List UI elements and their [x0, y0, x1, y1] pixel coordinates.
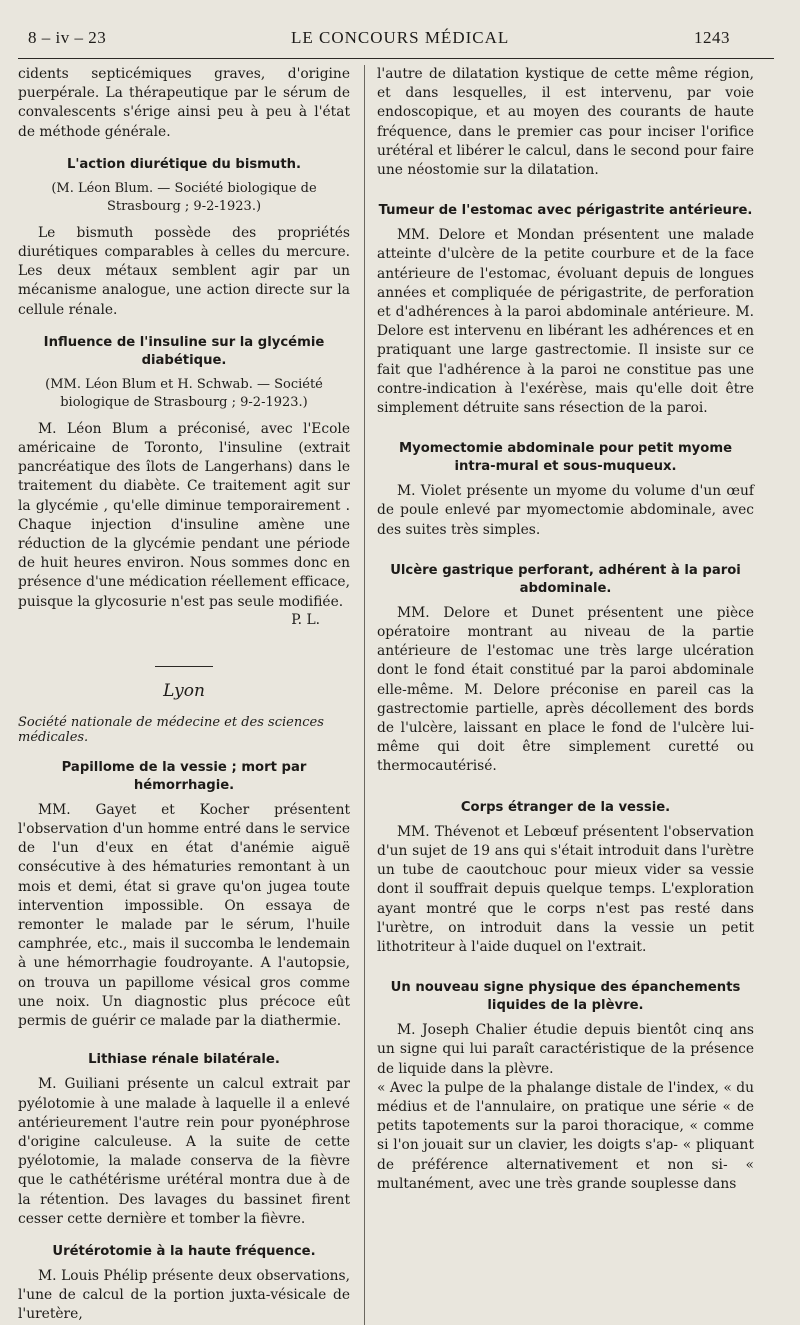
article-title: Corps étranger de la vessie. — [460, 799, 671, 815]
article-body: M. Joseph Chalier étudie depuis bientôt cinq ans un signe qui lui paraît caractéristique de la présence de liquide dans la plèvre. — [377, 1022, 754, 1077]
article-title: Papillome de la vessie ; mort par hémorrhagie. — [61, 759, 307, 793]
article-title: Influence de l'insuline sur la glycémie diabétique. — [43, 334, 325, 368]
article-title: Myomectomie abdominale pour petit myome intra-mural et sous-muqueux. — [398, 441, 733, 475]
page-number: 1243 — [694, 28, 730, 47]
left-column — [18, 65, 364, 1325]
section-separator — [155, 666, 213, 667]
continued-paragraph: cidents septicémiques graves, d'origine puerpérale. La thérapeutique par le sérum de convalescents s'érige ainsi peu à peu à l'état de méthode générale. — [18, 66, 350, 140]
author-initials: P. L. — [291, 611, 320, 628]
article-title: Ulcère gastrique perforant, adhérent à la paroi abdominale. — [390, 562, 741, 596]
article-body: M. Léon Blum a préconisé, avec l'Ecole américaine de Toronto, l'insuline (extrait pancréatique des îlots de Langerhans) dans le traitement du diabète. Ce traitement agit sur la glycémie , qu'elle diminue temporairement . Chaque injection d'insuline amène une réduction de la glycémie pendant une période de huit heures environ. Nous sommes donc en présence d'une médication réellement efficace, puisque la glycosurie n'est pas seule modifiée. — [18, 420, 350, 610]
section-title: Lyon — [163, 680, 205, 701]
article-body: MM. Gayet et Kocher présentent l'observation d'un homme entré dans le service de l'un d'eux en état d'anémie aiguë consécutive à des hématuries remontant à un mois et demi, état si grave qu'on jugea toute intervention impossible. On essaya de remonter le malade par le sérum, l'huile camphrée, etc., mais il succomba le lendemain à une hémorrhagie foudroyante. A l'autopsie, on trouva un papillome vésical gros comme une noix. Un diagnostic plus précoce eût permis de guérir ce malade par la diathermie. — [18, 801, 350, 1030]
article-body: M. Guiliani présente un calcul extrait par pyélotomie à une malade à laquelle il a enlevé antérieurement l'autre rein pour pyonéphrose d'origine calculeuse. A la suite de cette pyélotomie, la malade conserva de la fièvre que le cathétérisme urétéral montra due à de la rétention. Des lavages du bassinet firent cesser cette dernière et tomber la fièvre. — [18, 1076, 350, 1227]
article-title: Urétérotomie à la haute fréquence. — [52, 1243, 316, 1259]
article-body: MM. Thévenot et Lebœuf présentent l'observation d'un sujet de 19 ans qui s'était introduit dans l'urètre un tube de caoutchouc pour mieux vider sa vessie dont il souffrait depuis quelque temps. L'exploration ayant montré que le corps n'est pas resté dans l'urètre, on introduit dans la vessie un petit lithotriteur à l'aide duquel on l'extrait. — [377, 823, 754, 955]
running-head — [18, 28, 774, 48]
right-column — [364, 65, 754, 1325]
continued-paragraph: l'autre de dilatation kystique de cette même région, et dans lesquelles, il est intervenu, par voie endoscopique, et au moyen des courants de haute fréquence, dans le premier cas pour inciser l'orifice urétéral et libérer le calcul, dans le second pour faire une néostomie sur la dilatation. — [377, 66, 754, 179]
article-body: MM. Delore et Mondan présentent une malade atteinte d'ulcère de la petite courbure et de la face antérieure de l'estomac, évoluant depuis de longues années et compliquée de périgastrite, de perforation et d'adhérences à la paroi abdominale antérieure. M. Delore est intervenu en libérant les adhérences et en pratiquant une large gastrectomie. Il insiste sur ce fait que l'adhérence à la paroi ne constitue pas une contre-indication à l'exérèse, mais qu'elle doit être simplement détruite sans résection de la paroi. — [377, 227, 754, 417]
article-reference: (M. Léon Blum. — Société biologique de Strasbourg ; 9-2-1923.) — [51, 180, 317, 214]
article-title: Tumeur de l'estomac avec périgastrite antérieure. — [378, 203, 753, 219]
columns — [18, 65, 774, 1325]
article-body: M. Louis Phélip présente deux observations, l'une de calcul de la portion juxta-vésicale de l'uretère, — [18, 1267, 350, 1323]
issue-date: 8 – iv – 23 — [28, 28, 107, 47]
article-body: Le bismuth possède des propriétés diurétiques comparables à celles du mercure. Les deux métaux semblent agir par un mécanisme analogue, une action directe sur la cellule rénale. — [18, 224, 350, 318]
article-reference: (MM. Léon Blum et H. Schwab. — Société biologique de Strasbourg ; 9-2-1923.) — [45, 376, 323, 410]
article-title: L'action diurétique du bismuth. — [66, 156, 302, 172]
header-rule — [18, 58, 774, 59]
quotation-text: « Avec la pulpe de la phalange distale de l'index, « du médius et de l'annulaire, on pratique une série « de petits tapotements sur la paroi thoracique, « comme si l'on jouait sur un clavier, les doigts s'ap- « pliquant de préférence alternativement et non si- « multanément, avec une très grande souplesse dans — [377, 1079, 754, 1192]
journal-title: LE CONCOURS MÉDICAL — [290, 28, 510, 47]
article-body: MM. Delore et Dunet présentent une pièce opératoire montrant au niveau de la partie antérieure de l'estomac une très large ulcération dont le fond était constitué par la paroi abdominale elle-même. M. Delore préconise en pareil cas la gastrectomie partielle, après décollement des bords de l'ulcère, laissant en place le fond de l'ulcère lui-même qui doit être simplement curetté ou thermocautérisé. — [377, 604, 754, 775]
article-title: Lithiase rénale bilatérale. — [88, 1052, 280, 1068]
society-name: Société nationale de médecine et des sciences médicales. — [18, 714, 324, 745]
quotation — [377, 1079, 754, 1194]
article-body: M. Violet présente un myome du volume d'un œuf de poule enlevé par myomectomie abdominale, avec des suites très simples. — [377, 483, 754, 538]
article-title: Un nouveau signe physique des épanchements liquides de la plèvre. — [390, 980, 741, 1014]
